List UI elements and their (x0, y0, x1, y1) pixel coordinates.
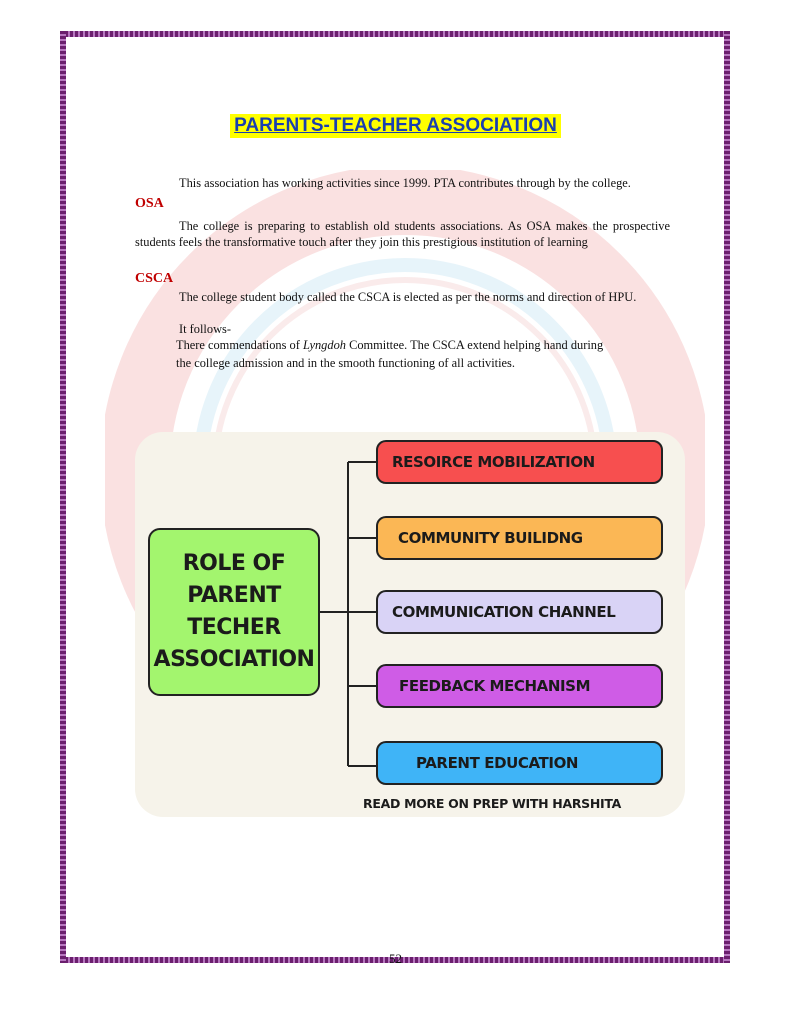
role-item-communication-channel: COMMUNICATION CHANNEL (376, 590, 663, 634)
csca-line-part: Committee. The CSCA extend helping hand during (345, 338, 604, 352)
lyngdoh-italic: Lyngdoh (302, 338, 346, 352)
page-number: 52 (389, 951, 402, 966)
csca-paragraph: The college student body called the CSCA is elected as per the norms and direction of HPU. (179, 290, 637, 304)
osa-paragraph: The college is preparing to establish old students associations. As OSA makes the prospective students feels the transformative touch after they join this prestigious institution of learning (135, 219, 670, 249)
page-title: PARENTS-TEACHER ASSOCIATION (230, 114, 561, 138)
intro-paragraph: This association has working activities since 1999. PTA contributes through by the college. (179, 176, 631, 190)
main-role-label: ROLE OF PARENT TECHER ASSOCIATION (153, 551, 315, 672)
osa-heading: OSA (135, 196, 164, 211)
infographic-credit: READ MORE ON PREP WITH HARSHITA (363, 796, 622, 811)
role-item-feedback-mechanism: FEEDBACK MECHANISM (376, 664, 663, 708)
csca-line-recommendations (176, 337, 676, 353)
page-border-top (60, 31, 730, 37)
page-border-right (724, 31, 730, 963)
page-border-left (60, 31, 66, 963)
csca-line-admission: the college admission and in the smooth functioning of all activities. (176, 356, 515, 370)
pta-role-infographic (135, 432, 685, 817)
csca-line-part: There commendations of (176, 338, 303, 352)
csca-follows: It follows- (179, 322, 231, 336)
role-item-resource-mobilization: RESOIRCE MOBILIZATION (376, 440, 663, 484)
role-item-parent-education: PARENT EDUCATION (376, 741, 663, 785)
csca-heading: CSCA (135, 271, 174, 286)
role-item-community-building: COMMUNITY BUILIDNG (376, 516, 663, 560)
main-role-box (148, 528, 320, 696)
